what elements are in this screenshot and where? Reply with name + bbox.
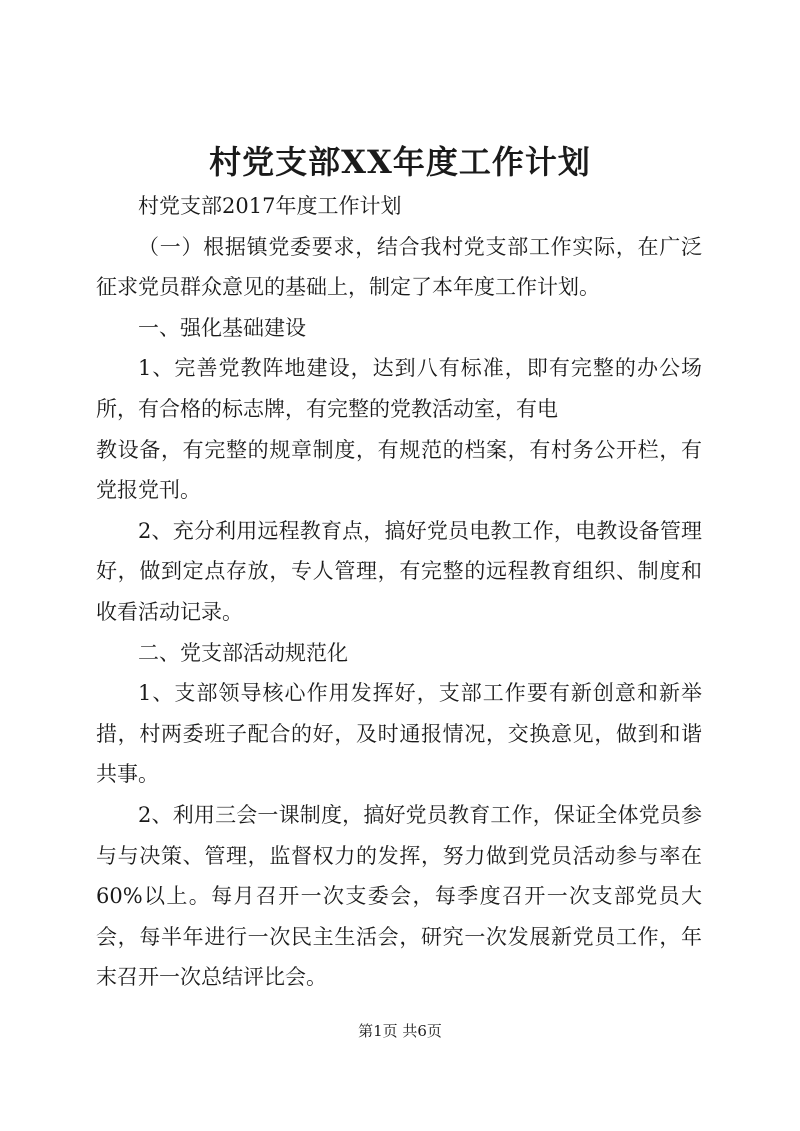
- paragraph: 2、充分利用远程教育点，搞好党员电教工作，电教设备管理好，做到定点存放，专人管理，有完整的远程教育组织、制度和收看活动记录。: [96, 518, 702, 624]
- paragraph: 1、完善党教阵地建设，达到八有标准，即有完整的办公场所，有合格的标志牌，有完整的党教活动室，有电: [96, 356, 702, 421]
- paragraph: 1、支部领导核心作用发挥好，支部工作要有新创意和新举措，村两委班子配合的好，及时通报情况，交换意见，做到和谐共事。: [96, 681, 702, 787]
- document-body: [96, 186, 702, 998]
- paragraph: 教设备，有完整的规章制度，有规范的档案，有村务公开栏，有党报党刊。: [96, 437, 702, 503]
- paragraph: （一）根据镇党委要求，结合我村党支部工作实际，在广泛征求党员群众意见的基础上，制定了本年度工作计划。: [96, 234, 702, 300]
- paragraph: 村党支部2017年度工作计划: [138, 194, 402, 218]
- page-footer: 第1页 共6页: [358, 1022, 442, 1040]
- section-heading: 一、强化基础建设: [138, 315, 306, 340]
- section-heading: 二、党支部活动规范化: [138, 640, 348, 665]
- paragraph: 2、利用三会一课制度，搞好党员教育工作，保证全体党员参与与决策、管理，监督权力的发挥，努力做到党员活动参与率在60%以上。每月召开一次支委会，每季度召开一次支部党员大会，每半年进行一次民主生活会，研究一次发展新党员工作，年末召开一次总结评比会。: [96, 802, 702, 990]
- document-title: 村党支部XX年度工作计划: [209, 143, 591, 181]
